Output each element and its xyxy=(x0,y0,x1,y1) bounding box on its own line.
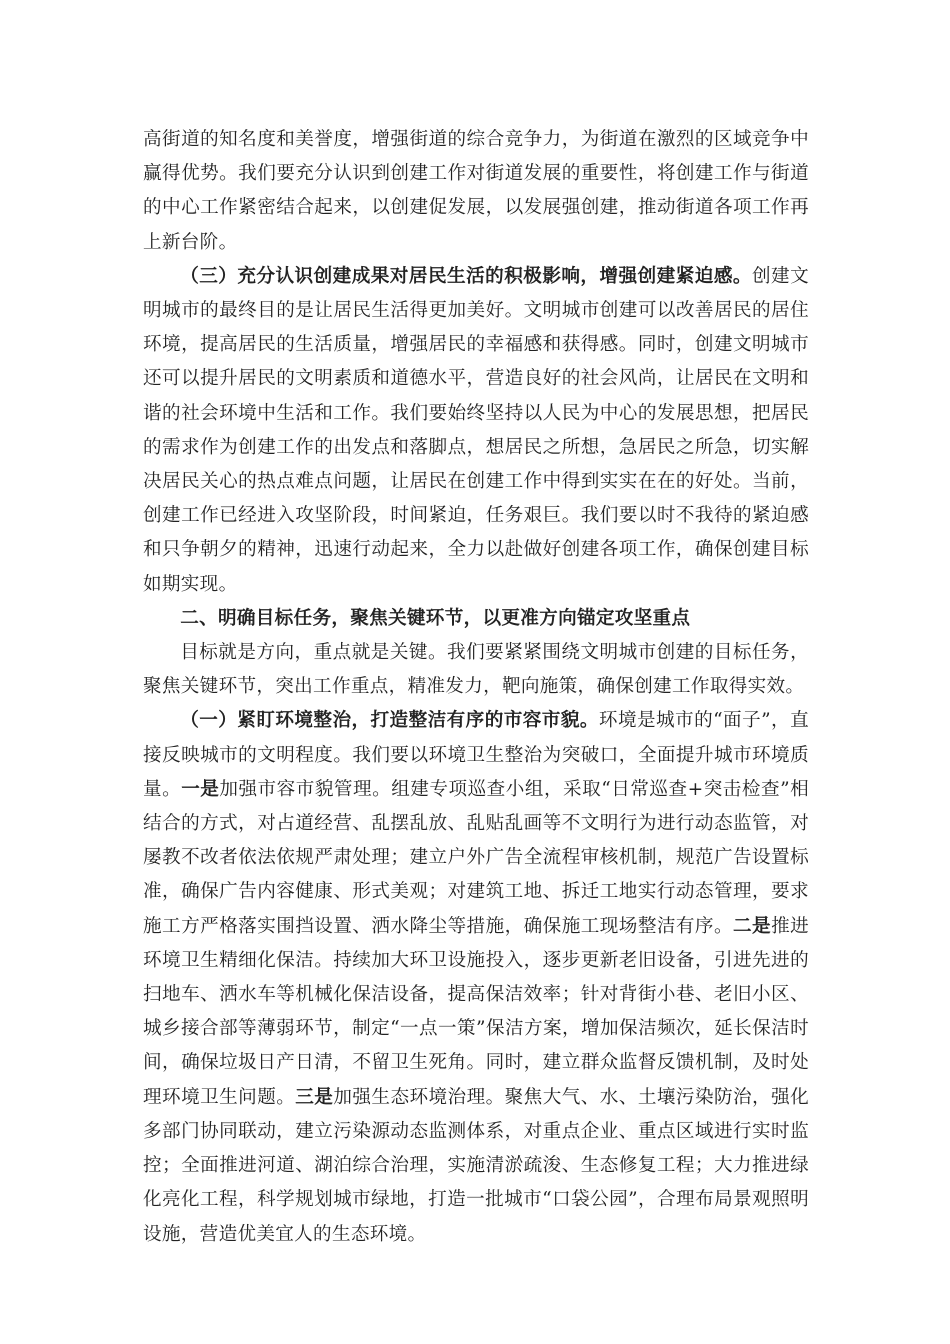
section-heading-two: 二、明确目标任务，聚焦关键环节，以更准方向锚定攻坚重点 xyxy=(180,607,691,629)
subheading-urgency: （三）充分认识创建成果对居民生活的积极影响，增强创建紧迫感。 xyxy=(180,265,752,287)
keyword-third: 三是 xyxy=(295,1086,334,1108)
keyword-first: 一是 xyxy=(181,778,220,800)
paragraph-text: 加强生态环境治理。聚焦大气、水、土壤污染防治，强化多部门协同联动，建立污染源动态监测体系，对重点企业、重点区域进行实时监控；全面推进河道、湖泊综合治理，实施清淤疏浚、生态修复工程；大力推进绿化亮化工程，科学规划城市绿地，打造一批城市“口袋公园”，合理布局景观照明设施，营造优美宜人的生态环境。 xyxy=(143,1086,809,1245)
paragraph-environment xyxy=(143,704,809,1251)
paragraph-text: 高街道的知名度和美誉度，增强街道的综合竞争力，为街道在激烈的区域竞争中赢得优势。我们要充分认识到创建工作对街道发展的重要性，将创建工作与街道的中心工作紧密结合起来，以创建促发展，以发展强创建，推动街道各项工作再上新台阶。 xyxy=(143,129,809,253)
paragraph-street-development xyxy=(143,123,809,260)
document-page xyxy=(143,123,809,1252)
subheading-environment: （一）紧盯环境整治，打造整洁有序的市容市貌。 xyxy=(180,710,599,732)
paragraph-residents-life xyxy=(143,260,809,602)
paragraph-text: 目标就是方向，重点就是关键。我们要紧紧围绕文明城市创建的目标任务，聚焦关键环节，突出工作重点，精准发力，靶向施策，确保创建工作取得实效。 xyxy=(143,642,809,698)
paragraph-text: 推进环境卫生精细化保洁。持续加大环卫设施投入，逐步更新老旧设备，引进先进的扫地车、洒水车等机械化保洁设备，提高保洁效率；针对背街小巷、老旧小区、城乡接合部等薄弱环节，制定“一点一策”保洁方案，增加保洁频次，延长保洁时间，确保垃圾日产日清，不留卫生死角。同时，建立群众监督反馈机制，及时处理环境卫生问题。 xyxy=(143,915,809,1108)
paragraph-text: 创建文明城市的最终目的是让居民生活得更加美好。文明城市创建可以改善居民的居住环境，提高居民的生活质量，增强居民的幸福感和获得感。同时，创建文明城市还可以提升居民的文明素质和道德水平，营造良好的社会风尚，让居民在文明和谐的社会环境中生活和工作。我们要始终坚持以人民为中心的发展思想，把居民的需求作为创建工作的出发点和落脚点，想居民之所想，急居民之所急，切实解决居民关心的热点难点问题，让居民在创建工作中得到实实在在的好处。当前，创建工作已经进入攻坚阶段，时间紧迫，任务艰巨。我们要以时不我待的紧迫感和只争朝夕的精神，迅速行动起来，全力以赴做好创建各项工作，确保创建目标如期实现。 xyxy=(143,265,809,595)
keyword-second: 二是 xyxy=(732,915,772,937)
paragraph-text: 环境是城市的“面子”，直接反映城市的文明程度。我们要以环境卫生整治为突破口，全面提升城市环境质量。 xyxy=(143,710,809,800)
paragraph-text: 加强市容市貌管理。组建专项巡查小组，采取“日常巡查+突击检查”相结合的方式，对占道经营、乱摆乱放、乱贴乱画等不文明行为进行动态监管，对屡教不改者依法依规严肃处理；建立户外广告全流程审核机制，规范广告设置标准，确保广告内容健康、形式美观；对建筑工地、拆迁工地实行动态管理，要求施工方严格落实围挡设置、洒水降尘等措施，确保施工现场整洁有序。 xyxy=(143,778,809,937)
paragraph-goals xyxy=(143,636,809,704)
